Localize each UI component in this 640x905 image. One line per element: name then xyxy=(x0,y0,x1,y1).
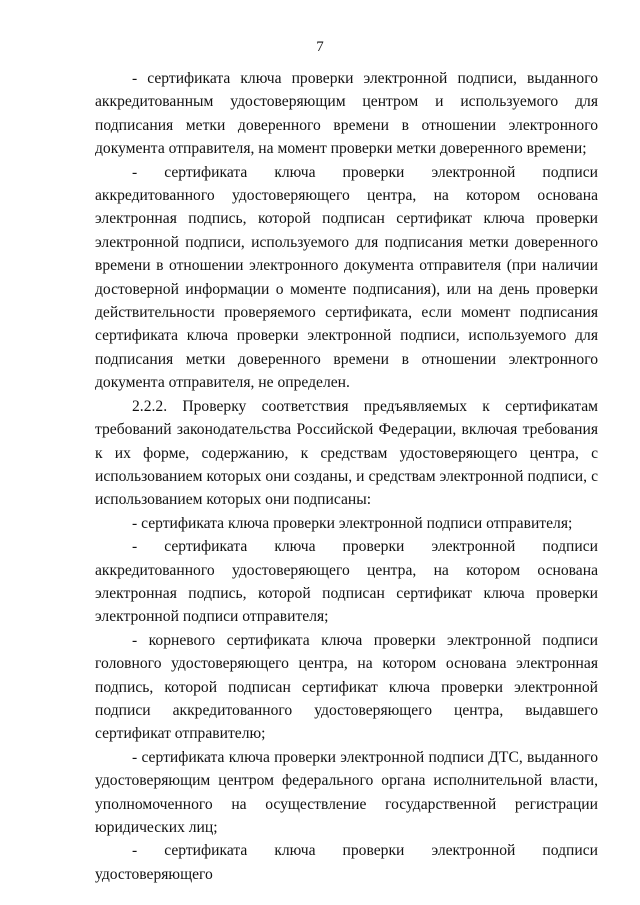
document-body xyxy=(95,67,598,886)
paragraph-3: 2.2.2. Проверку соответствия предъявляемых к сертификатам требований законодательства Российской Федерации, включая требования к их форме, содержанию, к средствам удостоверяющего центра, с использованием которых они созданы, и средствам электронной подписи, с использованием которых они подписаны: xyxy=(95,397,598,509)
paragraph-8: - сертификата ключа проверки электронной подписи удостоверяющего xyxy=(95,842,598,883)
paragraph-1: - сертификата ключа проверки электронной подписи, выданного аккредитованным удостоверяющим центром и используемого для подписания метки доверенного времени в отношении электронного документа отправителя, на момент проверки метки доверенного времени; xyxy=(95,70,598,158)
paragraph-2: - сертификата ключа проверки электронной подписи аккредитованного удостоверяющего центра, на котором основана электронная подпись, которой подписан сертификат ключа проверки электронной подписи, используемого для подписания метки доверенного времени в отношении электронного документа отправителя (при наличии достоверной информации о моменте подписания), или на день проверки действительности проверяемого сертификата, если момент подписания сертификата ключа проверки электронной подписи, используемого для подписания метки доверенного времени в отношении электронного документа отправителя, не определен. xyxy=(95,163,598,392)
paragraph-7: - сертификата ключа проверки электронной подписи ДТС, выданного удостоверяющим центром федерального органа исполнительной власти, уполномоченного на осуществление государственной регистрации юридических лиц; xyxy=(95,748,598,836)
paragraph-4: - сертификата ключа проверки электронной подписи отправителя; xyxy=(132,514,573,532)
paragraph-6: - корневого сертификата ключа проверки электронной подписи головного удостоверяющего центра, на котором основана электронная подпись, которой подписан сертификат ключа проверки электронной подписи аккредитованного удостоверяющего центра, выдавшего сертификат отправителю; xyxy=(95,631,598,743)
paragraph-5: - сертификата ключа проверки электронной подписи аккредитованного удостоверяющего центра, на котором основана электронная подпись, которой подписан сертификат ключа проверки электронной подписи отправителя; xyxy=(95,538,598,626)
page-number: 7 xyxy=(316,39,324,55)
